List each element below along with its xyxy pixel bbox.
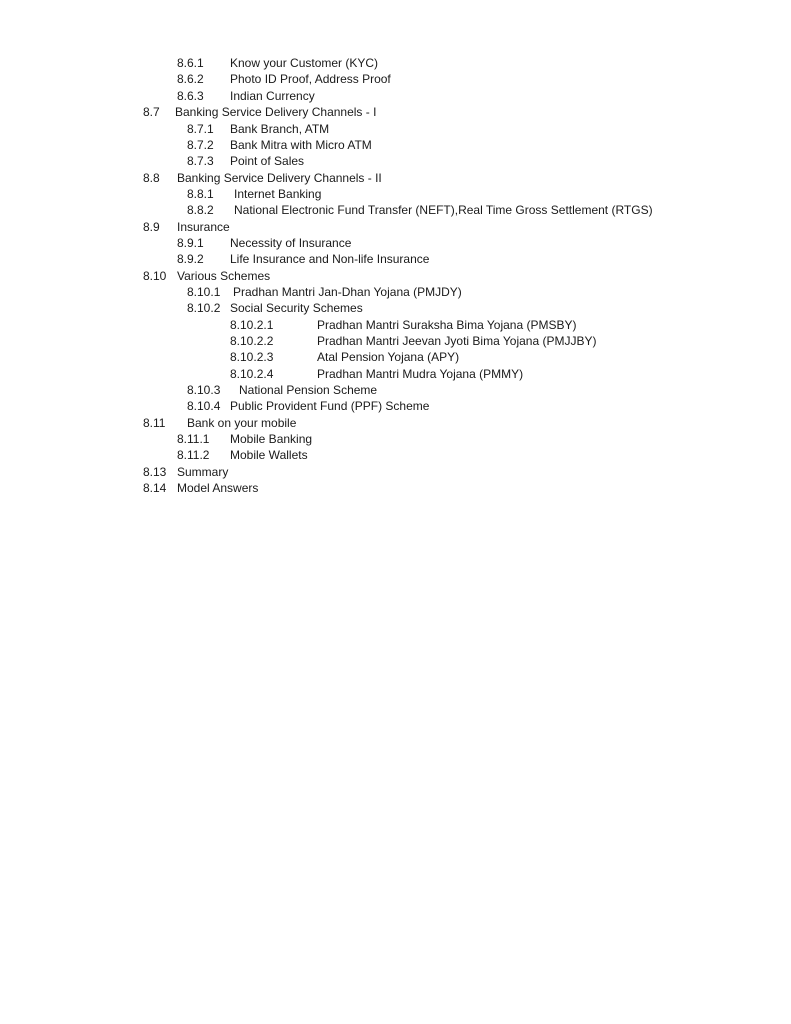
toc-entry-title: Point of Sales	[230, 154, 305, 168]
toc-entry-number: 8.9	[143, 220, 160, 234]
toc-entry-title: National Electronic Fund Transfer (NEFT),Real Time Gross Settlement (RTGS)	[234, 203, 653, 217]
toc-entry-number: 8.9.1	[177, 236, 204, 250]
toc-entry-number: 8.7.2	[187, 138, 214, 152]
toc-entry-number: 8.6.2	[177, 72, 204, 86]
toc-entry-number: 8.10.4	[187, 399, 221, 413]
toc-entry-title: Banking Service Delivery Channels - II	[177, 171, 382, 185]
toc-entry-title: Mobile Banking	[230, 432, 313, 446]
toc-entry-title: Bank Mitra with Micro ATM	[230, 138, 372, 152]
toc-entry-title: Pradhan Mantri Jeevan Jyoti Bima Yojana (PMJJBY)	[317, 334, 597, 348]
toc-entry-number: 8.6.3	[177, 89, 204, 103]
toc-entry-number: 8.7	[143, 105, 160, 119]
toc-entry-title: Social Security Schemes	[230, 301, 363, 315]
toc-entry-number: 8.13	[143, 465, 167, 479]
toc-entry-title: Bank on your mobile	[187, 416, 297, 430]
toc-entry-title: Pradhan Mantri Mudra Yojana (PMMY)	[317, 367, 524, 381]
toc-entry-number: 8.10.3	[187, 383, 221, 397]
toc-entry-number: 8.10.1	[187, 285, 221, 299]
toc-entry-number: 8.6.1	[177, 56, 204, 70]
toc-entry-title: Model Answers	[177, 481, 259, 495]
toc-entry-number: 8.10.2.4	[230, 367, 274, 381]
toc-entry-title: Banking Service Delivery Channels - I	[175, 105, 377, 119]
toc-entry-number: 8.10.2	[187, 301, 221, 315]
toc-entry-number: 8.10	[143, 269, 167, 283]
toc-entry-title: Indian Currency	[230, 89, 315, 103]
toc-entry-title: Pradhan Mantri Jan-Dhan Yojana (PMJDY)	[233, 285, 462, 299]
toc-entry-number: 8.8.1	[187, 187, 214, 201]
toc-entry-number: 8.7.1	[187, 122, 214, 136]
toc-entry-number: 8.11	[143, 416, 166, 430]
toc-entry-number: 8.10.2.3	[230, 350, 274, 364]
toc-entry-title: Mobile Wallets	[230, 448, 308, 462]
toc-entry-title: Insurance	[177, 220, 230, 234]
toc-entry-number: 8.7.3	[187, 154, 214, 168]
toc-entry-title: Atal Pension Yojana (APY)	[317, 350, 460, 364]
toc-entry-number: 8.8	[143, 171, 160, 185]
toc-entry-title: Life Insurance and Non-life Insurance	[230, 252, 430, 266]
toc-entry-title: Summary	[177, 465, 229, 479]
toc-entry-title: Internet Banking	[234, 187, 322, 201]
toc-entry-title: Photo ID Proof, Address Proof	[230, 72, 391, 86]
toc-entry-title: National Pension Scheme	[239, 383, 378, 397]
toc-entry-title: Public Provident Fund (PPF) Scheme	[230, 399, 430, 413]
toc-entry-number: 8.11.2	[177, 448, 210, 462]
toc-entry-title: Know your Customer (KYC)	[230, 56, 379, 70]
toc-entry-number: 8.10.2.1	[230, 318, 274, 332]
toc-entry-title: Various Schemes	[177, 269, 271, 283]
toc-entry-number: 8.8.2	[187, 203, 214, 217]
toc-entry-title: Pradhan Mantri Suraksha Bima Yojana (PMSBY)	[317, 318, 577, 332]
toc-entry-number: 8.11.1	[177, 432, 210, 446]
toc-entry-title: Bank Branch, ATM	[230, 122, 330, 136]
toc-entry-number: 8.10.2.2	[230, 334, 274, 348]
toc-entry-title: Necessity of Insurance	[230, 236, 352, 250]
toc-entry-number: 8.9.2	[177, 252, 204, 266]
toc-entry-number: 8.14	[143, 481, 167, 495]
